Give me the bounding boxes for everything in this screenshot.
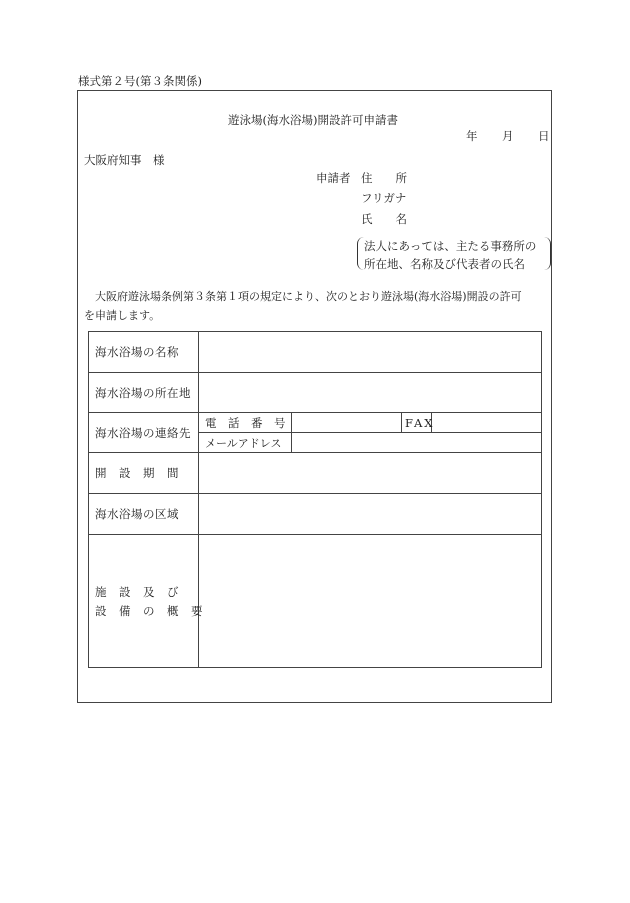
area-label: 海水浴場の区域 — [89, 494, 199, 535]
document-title: 遊泳場(海水浴場)開設許可申請書 — [228, 113, 398, 127]
location-label: 海水浴場の所在地 — [89, 373, 199, 413]
period-label: 開 設 期 間 — [89, 453, 199, 494]
table-row — [89, 413, 542, 433]
table-row — [89, 535, 542, 668]
application-table — [88, 331, 542, 668]
contact-label: 海水浴場の連絡先 — [89, 413, 199, 453]
table-row — [89, 453, 542, 494]
phone-field[interactable] — [292, 413, 402, 433]
facility-label-line2: 設 備 の 概 要 — [95, 603, 203, 618]
phone-label: 電 話 番 号 — [199, 413, 292, 433]
facility-field[interactable] — [199, 535, 542, 668]
application-body-line2: を申請します。 — [84, 309, 161, 322]
applicant-name-label: 氏 名 — [361, 212, 407, 226]
corporate-note-line2: 所在地、名称及び代表者の氏名 — [364, 257, 525, 271]
name-field[interactable] — [199, 332, 542, 373]
area-field[interactable] — [199, 494, 542, 535]
applicant-label: 申請者 — [316, 171, 351, 185]
email-field[interactable] — [292, 433, 542, 453]
date-day: 日 — [538, 129, 550, 143]
application-body-line1: 大阪府遊泳場条例第３条第１項の規定により、次のとおり遊泳場(海水浴場)開設の許可 — [95, 290, 522, 303]
table-row — [89, 373, 542, 413]
facility-label-line1: 施 設 及 び — [95, 584, 179, 599]
location-field[interactable] — [199, 373, 542, 413]
table-row — [89, 332, 542, 373]
fax-label: FAX — [402, 413, 432, 433]
applicant-furigana-label: フリガナ — [361, 191, 407, 205]
addressee: 大阪府知事 様 — [84, 153, 165, 167]
facility-label — [89, 535, 203, 668]
period-field[interactable] — [199, 453, 542, 494]
date-month: 月 — [502, 129, 514, 143]
email-label: メールアドレス — [199, 433, 292, 453]
name-label: 海水浴場の名称 — [89, 332, 199, 373]
corporate-note-line1: 法人にあっては、主たる事務所の — [364, 239, 537, 253]
fax-field[interactable] — [432, 413, 542, 433]
table-row — [89, 494, 542, 535]
form-number: 様式第２号(第３条関係) — [78, 74, 202, 88]
date-year: 年 — [466, 129, 478, 143]
applicant-address-label: 住 所 — [361, 171, 407, 185]
